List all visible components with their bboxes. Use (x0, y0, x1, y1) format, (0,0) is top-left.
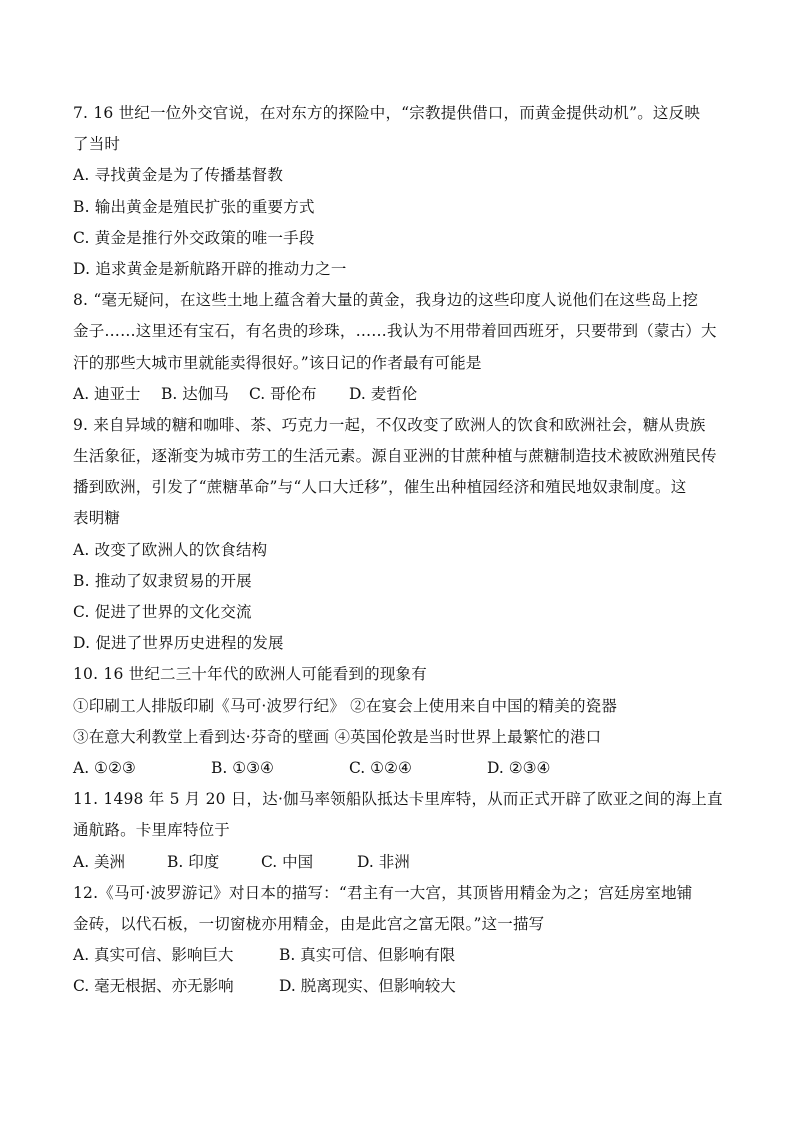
q9-stem-line: 生活象征，逐渐变为城市劳工的生活元素。源自亚洲的甘蔗种植与蔗糖制造技术被欧洲殖民传 (73, 447, 717, 466)
q8-options-row (73, 379, 723, 410)
q12-stem-line: 12.《马可·波罗游记》对日本的描写：“君主有一大宫，其顶皆用精金为之；宫廷房室地铺 (73, 883, 693, 902)
question-10 (73, 659, 723, 784)
question-12 (73, 878, 723, 1003)
q7-stem-line: 了当时 (73, 135, 121, 154)
q8-stem-line: 金子……这里还有宝石，有名贵的珍珠，……我认为不用带着回西班牙，只要带到（蒙古）大 (73, 322, 717, 341)
q12-stem-line: 金砖，以代石板，一切窗栊亦用精金，由是此宫之富无限。”这一描写 (73, 914, 545, 933)
q9-stem-line: 播到欧洲，引发了“蔗糖革命”与“人口大迁移”，催生出种植园经济和殖民地奴隶制度。这 (73, 478, 687, 497)
exam-page (73, 98, 723, 1002)
q7-option-c: C. 黄金是推行外交政策的唯一手段 (73, 228, 315, 247)
q11-stem-line: 11. 1498 年 5 月 20 日，达·伽马率领船队抵达卡里库特，从而正式开辟了欧亚之间的海上直 (73, 790, 723, 809)
q10-option-b: B. ①③④ (211, 758, 274, 777)
q8-stem-line: 汗的那些大城市里就能卖得很好。”该日记的作者最有可能是 (73, 353, 482, 372)
q7-option-a: A. 寻找黄金是为了传播基督教 (73, 166, 284, 185)
q7-option-b: B. 输出黄金是殖民扩张的重要方式 (73, 197, 315, 216)
q11-option-c: C. 中国 (261, 852, 314, 871)
q9-option-b: B. 推动了奴隶贸易的开展 (73, 571, 252, 590)
q12-option-d: D. 脱离现实、但影响较大 (279, 977, 456, 996)
q12-option-b: B. 真实可信、但影响有限 (279, 946, 456, 965)
q11-options-row (73, 847, 723, 878)
question-8 (73, 285, 723, 410)
q11-option-a: A. 美洲 (73, 852, 126, 871)
q12-option-a: A. 真实可信、影响巨大 (73, 946, 234, 965)
q7-option-d: D. 追求黄金是新航路开辟的推动力之一 (73, 259, 347, 278)
q8-option-c: C. 哥伦布 (249, 384, 317, 403)
q10-option-a: A. ①②③ (73, 758, 136, 777)
question-11 (73, 784, 723, 878)
q11-option-b: B. 印度 (167, 852, 220, 871)
q8-option-a: A. 迪亚士 (73, 384, 141, 403)
q8-option-d: D. 麦哲伦 (349, 384, 418, 403)
q9-option-a: A. 改变了欧洲人的饮食结构 (73, 540, 268, 559)
q10-option-d: D. ②③④ (487, 758, 551, 777)
q10-statement-line: ①印刷工人排版印刷《马可·波罗行纪》 ②在宴会上使用来自中国的精美的瓷器 (73, 696, 618, 715)
q9-stem-line: 表明糖 (73, 509, 121, 528)
q8-option-b: B. 达伽马 (161, 384, 229, 403)
q12-option-c: C. 毫无根据、亦无影响 (73, 977, 234, 996)
q10-stem-line: 10. 16 世纪二三十年代的欧洲人可能看到的现象有 (73, 665, 427, 684)
q11-option-d: D. 非洲 (357, 852, 410, 871)
q9-option-d: D. 促进了世界历史进程的发展 (73, 634, 284, 653)
q7-stem-line: 7. 16 世纪一位外交官说，在对东方的探险中，“宗教提供借口，而黄金提供动机”。这反映 (73, 104, 701, 122)
q10-option-c: C. ①②④ (349, 758, 412, 777)
q12-options-row (73, 971, 723, 1002)
q10-options-row (73, 753, 723, 784)
q11-stem-line: 通航路。卡里库特位于 (73, 821, 231, 840)
q12-options-row (73, 940, 723, 971)
q8-stem-line: 8. “毫无疑问，在这些土地上蕴含着大量的黄金，我身边的这些印度人说他们在这些岛上挖 (73, 291, 699, 310)
q9-stem-line: 9. 来自异域的糖和咖啡、茶、巧克力一起，不仅改变了欧洲人的饮食和欧洲社会，糖从贵族 (73, 415, 706, 434)
question-7 (73, 98, 723, 285)
q9-option-c: C. 促进了世界的文化交流 (73, 603, 252, 621)
q10-statement-line: ③在意大利教堂上看到达·芬奇的壁画 ④英国伦敦是当时世界上最繁忙的港口 (73, 727, 602, 746)
question-9 (73, 410, 723, 660)
